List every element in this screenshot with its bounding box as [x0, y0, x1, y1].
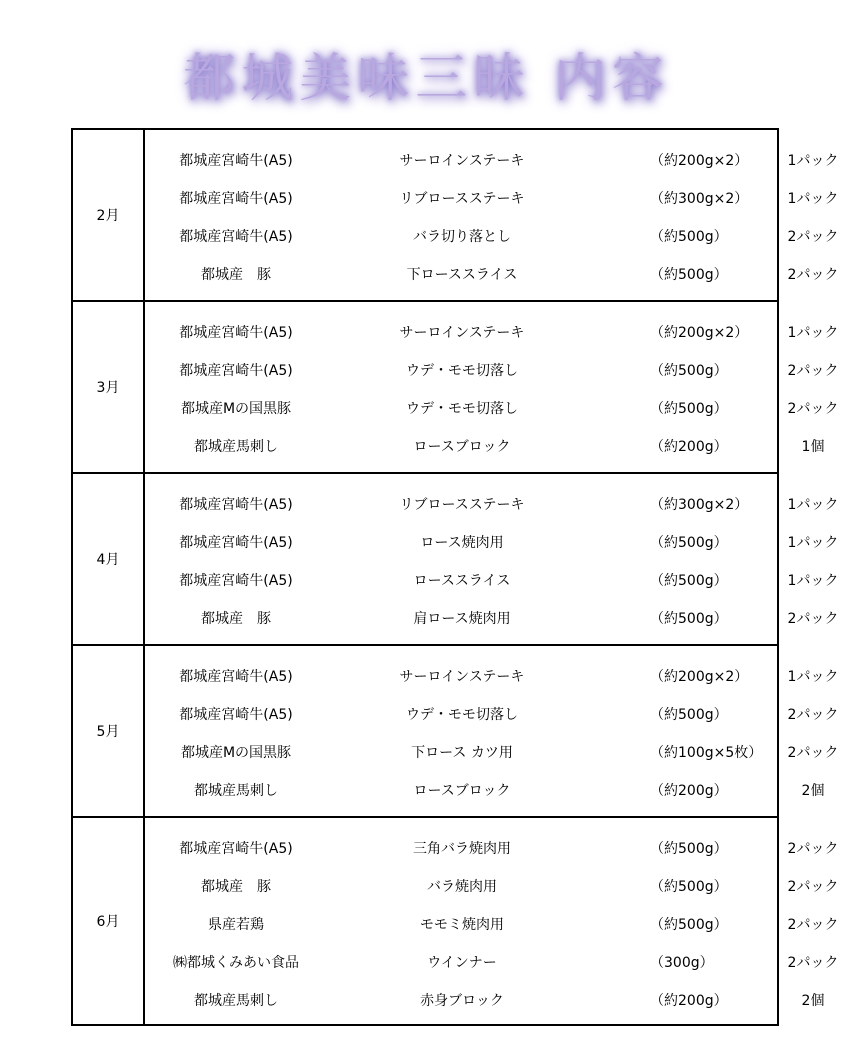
item-product: 下ロース カツ用: [411, 745, 513, 761]
item-weight: （約500g）: [650, 363, 728, 379]
month-label: 5月: [73, 646, 145, 816]
item-product: リブロースステーキ: [399, 191, 525, 207]
month-items: [145, 302, 839, 472]
item-weight: （約200g）: [650, 783, 728, 799]
item-row: [145, 427, 825, 465]
item-origin: 都城産宮崎牛(A5): [179, 363, 293, 379]
item-weight: （約500g）: [650, 573, 728, 589]
item-count: 1個: [801, 439, 825, 455]
item-origin: 都城産 豚: [201, 611, 271, 627]
month-label: 2月: [73, 130, 145, 300]
item-product: サーロインステーキ: [399, 153, 525, 169]
month-label: 4月: [73, 474, 145, 644]
item-product: ウインナー: [427, 955, 497, 971]
item-count: 1パック: [787, 325, 839, 341]
item-count: 1パック: [787, 573, 839, 589]
item-product: 三角バラ焼肉用: [413, 841, 511, 857]
item-product: サーロインステーキ: [399, 325, 525, 341]
item-origin: 都城産宮崎牛(A5): [179, 535, 293, 551]
item-origin: 都城産Mの国黒豚: [180, 401, 292, 417]
page-title: 都城美味三昧 内容: [183, 49, 670, 109]
item-product: 下ローススライス: [406, 267, 518, 283]
item-row: [145, 561, 839, 599]
month-label: 3月: [73, 302, 145, 472]
item-row: [145, 867, 839, 905]
item-product: サーロインステーキ: [399, 669, 525, 685]
item-product: ロース焼肉用: [420, 535, 504, 551]
item-origin: 都城産Mの国黒豚: [180, 745, 292, 761]
item-origin: 都城産宮崎牛(A5): [179, 669, 293, 685]
item-origin: 都城産宮崎牛(A5): [179, 229, 293, 245]
item-count: 2パック: [787, 611, 839, 627]
item-count: 2パック: [787, 707, 839, 723]
item-product: バラ焼肉用: [427, 879, 497, 895]
item-weight: （約100g×5枚）: [650, 745, 763, 761]
item-origin: 都城産宮崎牛(A5): [179, 497, 293, 513]
month-block: [73, 130, 839, 302]
item-weight: （約500g）: [650, 879, 728, 895]
item-weight: （約500g）: [650, 267, 728, 283]
item-origin: 都城産宮崎牛(A5): [179, 191, 293, 207]
item-count: 1パック: [787, 669, 839, 685]
item-product: 肩ロース焼肉用: [413, 611, 511, 627]
item-origin: 都城産宮崎牛(A5): [179, 153, 293, 169]
item-origin: ㈱都城くみあい食品: [173, 955, 299, 971]
item-count: 2パック: [787, 841, 839, 857]
item-count: 2パック: [787, 363, 839, 379]
item-weight: （約200g×2）: [650, 669, 749, 685]
item-product: ウデ・モモ切落し: [406, 707, 518, 723]
month-block: [73, 646, 839, 818]
item-count: 2パック: [787, 267, 839, 283]
contents-table: [71, 128, 839, 1026]
item-weight: （約200g）: [650, 439, 728, 455]
item-weight: （約300g×2）: [650, 191, 749, 207]
item-row: [145, 943, 839, 981]
month-block: [73, 302, 839, 474]
month-items: [145, 646, 839, 816]
month-items: [145, 474, 839, 644]
item-weight: （約500g）: [650, 707, 728, 723]
month-label: 6月: [73, 818, 145, 1024]
item-row: [145, 313, 839, 351]
item-origin: 都城産馬刺し: [194, 439, 278, 455]
item-row: [145, 905, 839, 943]
item-product: ウデ・モモ切落し: [406, 401, 518, 417]
item-product: 赤身ブロック: [420, 993, 504, 1009]
item-row: [145, 141, 839, 179]
item-row: [145, 351, 839, 389]
item-count: 2パック: [787, 879, 839, 895]
item-count: 2個: [801, 993, 825, 1009]
item-row: [145, 981, 825, 1019]
item-count: 2パック: [787, 229, 839, 245]
month-items: [145, 818, 839, 1024]
item-row: [145, 179, 839, 217]
item-product: ウデ・モモ切落し: [406, 363, 518, 379]
item-origin: 県産若鶏: [208, 917, 264, 933]
item-origin: 都城産 豚: [201, 879, 271, 895]
item-row: [145, 217, 839, 255]
item-weight: （約500g）: [650, 401, 728, 417]
item-origin: 都城産 豚: [201, 267, 271, 283]
item-row: [145, 695, 839, 733]
item-origin: 都城産宮崎牛(A5): [179, 325, 293, 341]
item-row: [145, 599, 839, 637]
item-count: 2個: [801, 783, 825, 799]
month-block: [73, 818, 839, 1024]
item-weight: （約300g×2）: [650, 497, 749, 513]
item-row: [145, 829, 839, 867]
item-product: バラ切り落とし: [413, 229, 511, 245]
item-weight: （約500g）: [650, 841, 728, 857]
item-origin: 都城産宮崎牛(A5): [179, 573, 293, 589]
item-count: 2パック: [787, 955, 839, 971]
item-count: 2パック: [787, 745, 839, 761]
item-origin: 都城産宮崎牛(A5): [179, 841, 293, 857]
item-origin: 都城産馬刺し: [194, 783, 278, 799]
item-origin: 都城産馬刺し: [194, 993, 278, 1009]
item-weight: （約200g×2）: [650, 325, 749, 341]
item-product: ローススライス: [413, 573, 511, 589]
item-origin: 都城産宮崎牛(A5): [179, 707, 293, 723]
item-row: [145, 523, 839, 561]
item-count: 2パック: [787, 917, 839, 933]
item-weight: （300g）: [650, 955, 714, 971]
month-items: [145, 130, 839, 300]
item-weight: （約200g×2）: [650, 153, 749, 169]
item-row: [145, 733, 839, 771]
item-count: 1パック: [787, 153, 839, 169]
item-row: [145, 771, 825, 809]
month-block: [73, 474, 839, 646]
item-weight: （約500g）: [650, 611, 728, 627]
item-count: 1パック: [787, 535, 839, 551]
item-row: [145, 255, 839, 293]
item-weight: （約500g）: [650, 229, 728, 245]
item-weight: （約500g）: [650, 535, 728, 551]
item-row: [145, 657, 839, 695]
item-count: 2パック: [787, 401, 839, 417]
item-weight: （約500g）: [650, 917, 728, 933]
item-row: [145, 389, 839, 427]
item-count: 1パック: [787, 191, 839, 207]
item-product: モモミ焼肉用: [420, 917, 504, 933]
item-product: ロースブロック: [413, 783, 511, 799]
item-product: ロースブロック: [413, 439, 511, 455]
item-row: [145, 485, 839, 523]
item-product: リブロースステーキ: [399, 497, 525, 513]
item-count: 1パック: [787, 497, 839, 513]
item-weight: （約200g）: [650, 993, 728, 1009]
